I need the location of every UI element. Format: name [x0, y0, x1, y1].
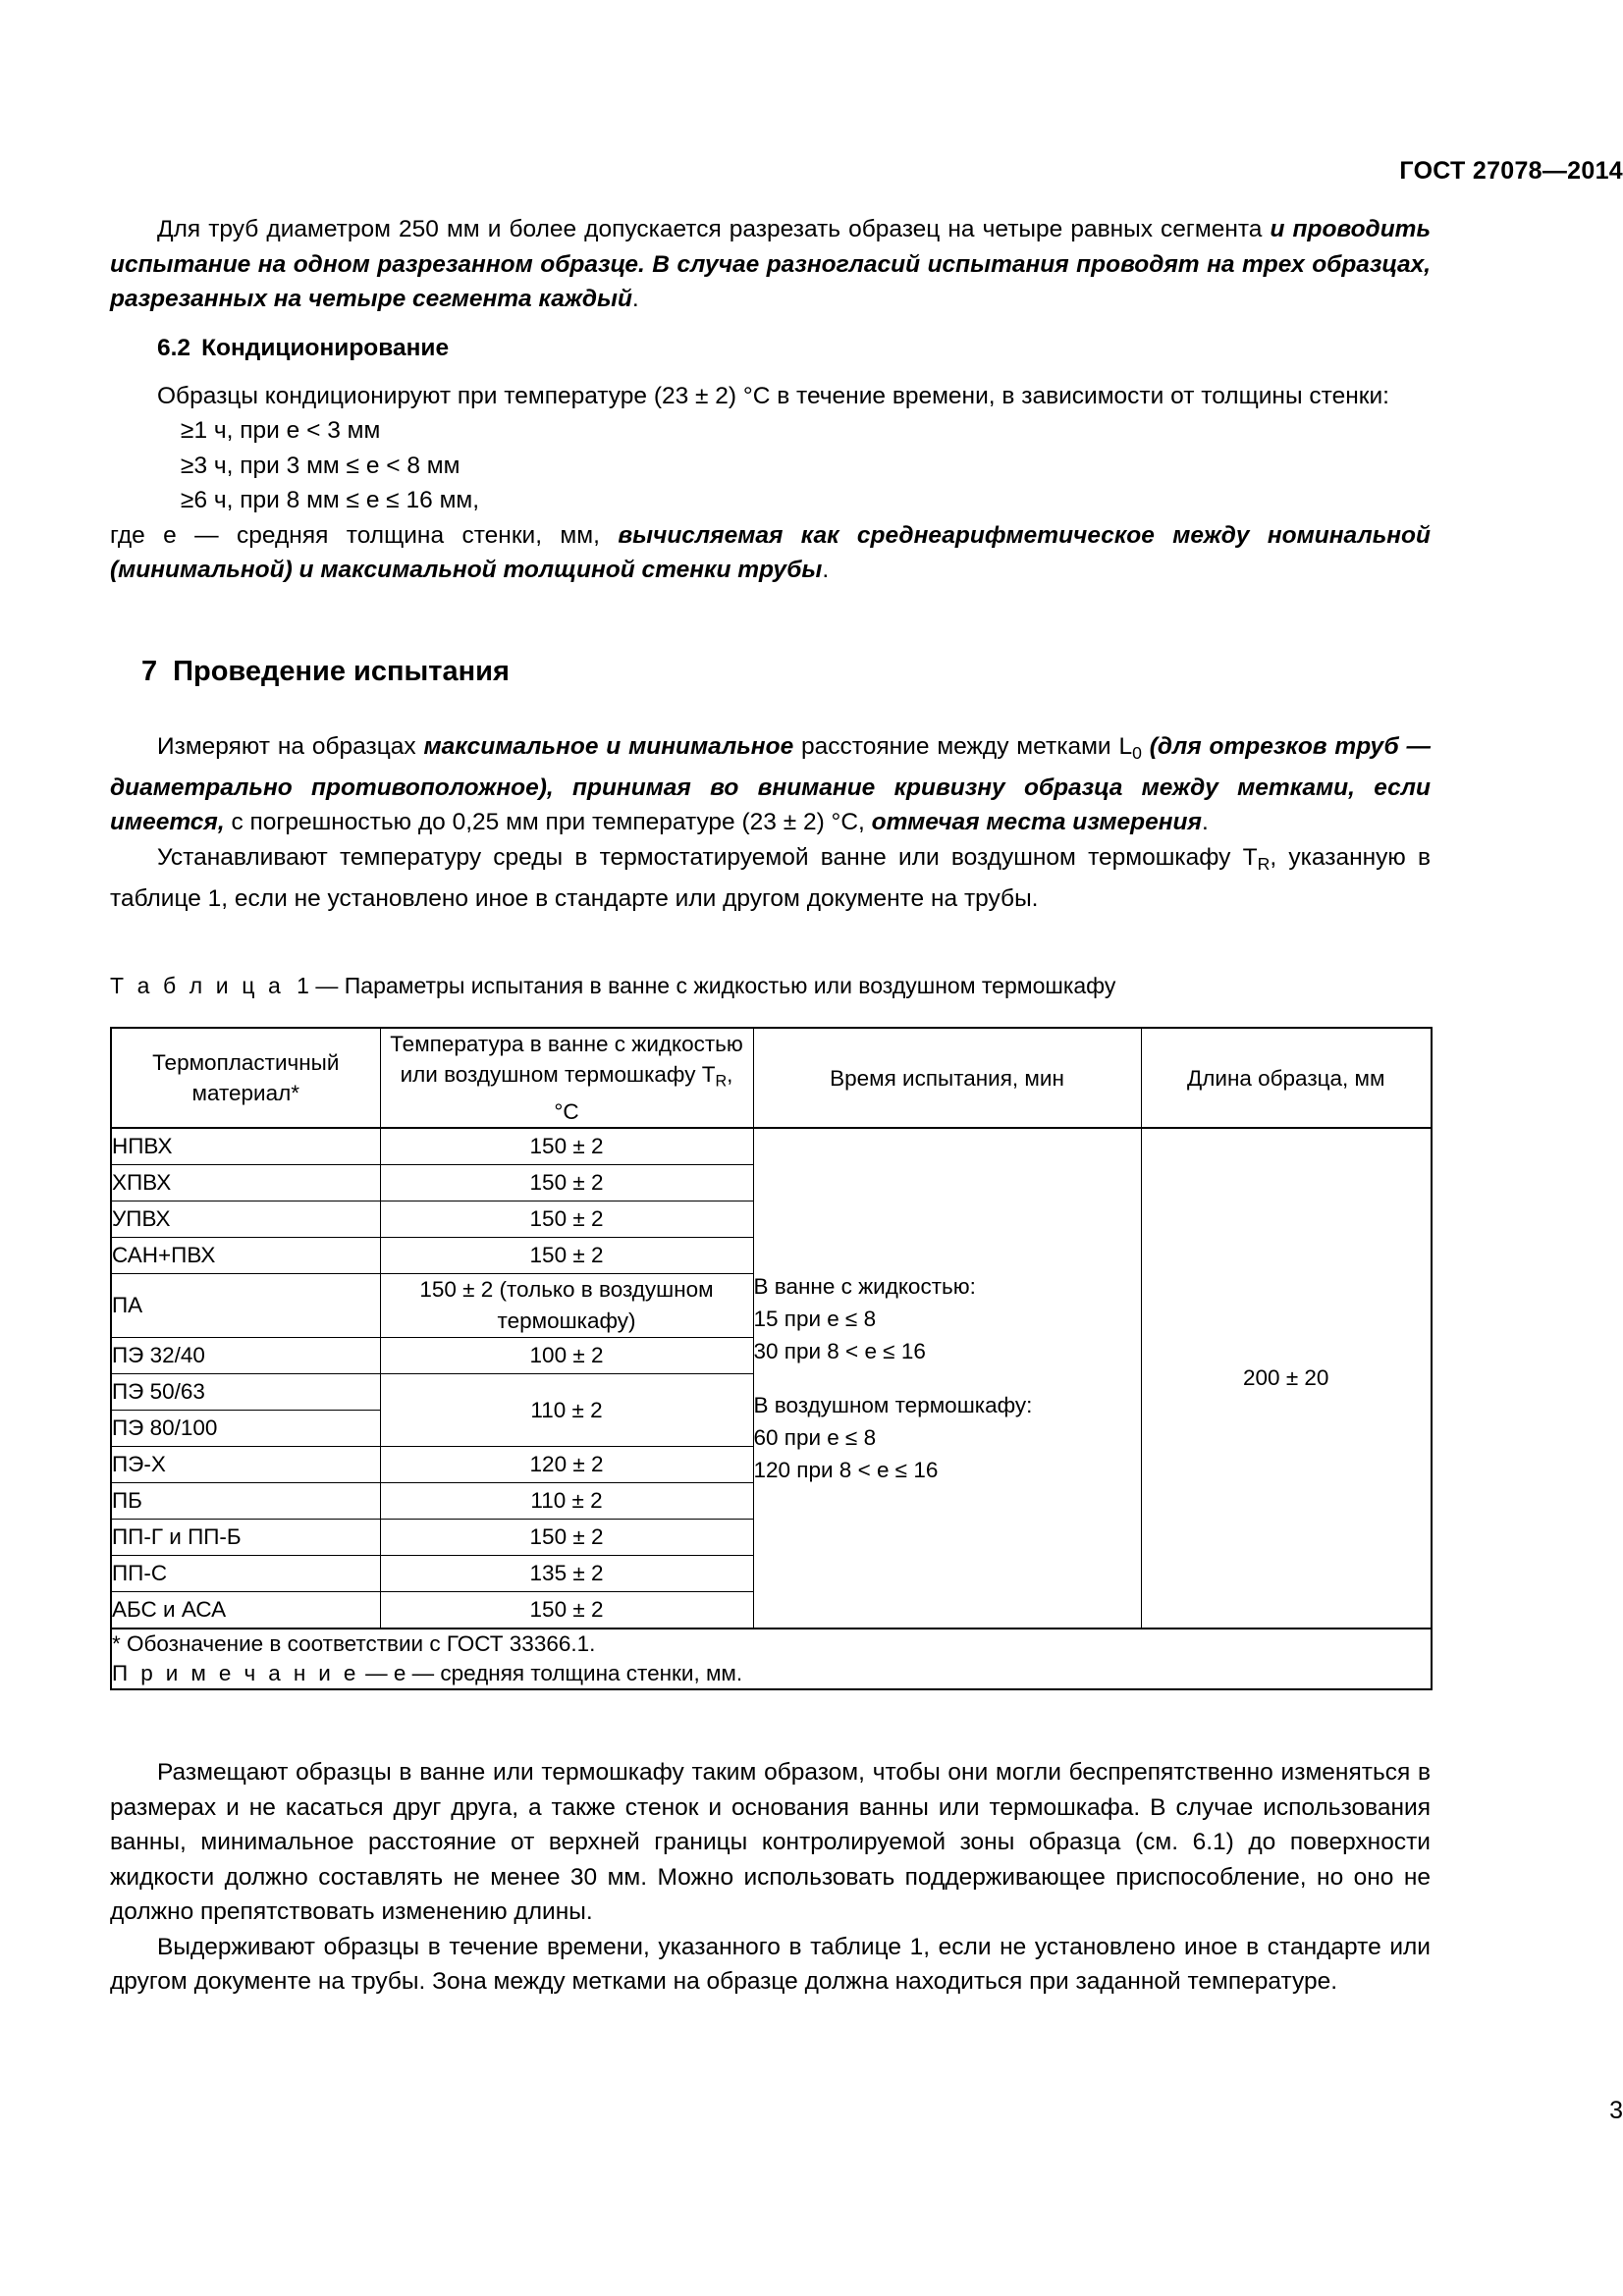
col-header-length: Длина образца, мм [1141, 1028, 1432, 1129]
col-header-time: Время испытания, мин [753, 1028, 1141, 1129]
time-group-air-line2: 120 при 8 < e ≤ 16 [753, 1458, 939, 1483]
s7-p1-a: Измеряют на образцах [157, 732, 424, 760]
s7-p2-b: , указанную в таблице 1, если не установлено иное в стандарте или другом документе на трубы. [110, 843, 1431, 913]
time-group-spacer [754, 1367, 1141, 1389]
s7-p1-bold: максимальное и минимальное [423, 732, 794, 760]
cell-test-time [753, 1128, 1141, 1629]
heading-6-2 [110, 331, 1431, 365]
time-group-liquid-line2: 30 при 8 < e ≤ 16 [753, 1339, 926, 1364]
cell-material: ПП-Г и ПП-Б [111, 1520, 380, 1556]
table-note-text: — e — средняя толщина стенки, мм. [358, 1661, 743, 1686]
cell-material: ПБ [111, 1483, 380, 1520]
s7-p1-subscript: 0 [1132, 742, 1142, 763]
cell-specimen-length: 200 ± 20 [1141, 1128, 1432, 1629]
cell-temperature: 150 ± 2 [380, 1238, 753, 1274]
conditioning-list-item-2: ≥3 ч, при 3 мм ≤ e < 8 мм [181, 452, 460, 479]
cell-temperature: 110 ± 2 [380, 1483, 753, 1520]
heading-7 [110, 653, 1431, 690]
intro-paragraph [110, 212, 1431, 317]
time-group-liquid [754, 1270, 1141, 1367]
s7-p2-subscript: R [1257, 853, 1271, 874]
conditioning-list-item-1: ≥1 ч, при e < 3 мм [181, 417, 381, 444]
s7-p1-bold-3: отмечая места измерения [871, 809, 1202, 836]
section-6-2-where [110, 518, 1431, 588]
heading-7-title: Проведение испытания [173, 655, 510, 687]
heading-6-2-number: 6.2 [157, 334, 191, 361]
time-group-liquid-title: В ванне с жидкостью: [753, 1274, 976, 1300]
table-footnote-row [111, 1629, 1432, 1659]
cell-material: ПЭ 32/40 [111, 1338, 380, 1374]
section-7-paragraph-2 [110, 840, 1431, 917]
temp-header-line2-tail: , [727, 1061, 733, 1087]
cell-material: ПЭ 50/63 [111, 1374, 380, 1411]
temp-header-line2: или воздушном термошкафу T [400, 1061, 716, 1087]
temp-header-line1: Температура в ванне с жидкостью [390, 1031, 743, 1056]
time-group-liquid-line1: 15 при e ≤ 8 [753, 1307, 877, 1332]
section-6-2-body: Образцы кондиционируют при температуре (23 ± 2) °C в течение времени, в зависимости от толщины стенки: [157, 382, 1389, 409]
cell-temperature: 120 ± 2 [380, 1447, 753, 1483]
standard-designation: ГОСТ 27078—2014 [1399, 157, 1623, 185]
table-head [111, 1028, 1432, 1129]
cell-temperature: 150 ± 2 [380, 1128, 753, 1165]
cell-temperature: 150 ± 2 [380, 1201, 753, 1238]
s7-p1-bold-2: (для отрезков труб — диаметрально противоположное), принимая во внимание кривизну образца между метками, если имеется, [110, 732, 1431, 836]
cell-material: УПВХ [111, 1201, 380, 1238]
intro-text-plain: Для труб диаметром 250 мм и более допускается разрезать образец на четыре равных сегмента [157, 216, 1271, 242]
closing-paragraph-2: Выдерживают образцы в течение времени, указанного в таблице 1, если не установлено иное в стандарте или другом документе на трубы. Зона между метками на образце должна находиться при заданной температуре. [110, 1933, 1431, 1996]
table-footnote: * Обозначение в соответствии с ГОСТ 33366.1. [111, 1629, 1432, 1659]
cell-temperature: 150 ± 2 [380, 1592, 753, 1629]
time-group-air-title: В воздушном термошкафу: [753, 1393, 1033, 1418]
section-7-paragraph-1 [110, 729, 1431, 840]
page-number: 3 [1609, 2097, 1623, 2124]
cell-material: ПЭ-Х [111, 1447, 380, 1483]
cell-material: ПА [111, 1274, 380, 1338]
heading-6-2-title: Кондиционирование [201, 334, 450, 361]
s7-p1-e: с погрешностью до 0,25 мм при температуре (23 ± 2) °C, [224, 809, 872, 836]
temp-header-subscript: R [715, 1072, 728, 1091]
s7-p1-g: . [1201, 809, 1209, 836]
cell-temperature: 150 ± 2 (только в воздушном термошкафу) [380, 1274, 753, 1338]
temp-header-line3: °C [554, 1099, 579, 1125]
time-group-air [754, 1389, 1141, 1486]
cell-material: АБС и АСА [111, 1592, 380, 1629]
col-header-temperature [380, 1028, 753, 1129]
cell-material: ХПВХ [111, 1165, 380, 1201]
where-plain: где e — средняя толщина стенки, мм, [110, 521, 619, 549]
intro-text-tail: . [631, 286, 639, 312]
intro-text-bold-2: В случае разногласий испытания проводят на трех образцах, разрезанных на четыре сегмента каждый [110, 250, 1431, 312]
table-row [111, 1128, 1432, 1165]
intro-text-bold-1: и проводить испытание на одном разрезанном образце. [110, 216, 1431, 278]
closing-paragraph-1: Размещают образцы в ванне или термошкафу таким образом, чтобы они могли беспрепятственно изменяться в размерах и не касаться друг друга, а также стенок и основания ванны или термошкафа. В случае использования ванны, минимальное расстояние от верхней границы контролируемой зоны образца (см. 6.1) до поверхности жидкости должно составлять не менее 30 мм. Можно использовать поддерживающее приспособление, но оно не должно препятствовать изменению длины. [110, 1759, 1431, 1926]
table-caption [110, 970, 1431, 1001]
s7-p2-a: Устанавливают температуру среды в термостатируемой ванне или воздушном термошкафу T [157, 843, 1258, 871]
cell-material: НПВХ [111, 1128, 380, 1165]
time-group-air-line1: 60 при e ≤ 8 [753, 1425, 877, 1451]
cell-temperature: 135 ± 2 [380, 1556, 753, 1592]
table-caption-text: — Параметры испытания в ванне с жидкостью или воздушном термошкафу [308, 972, 1116, 998]
cell-material: САН+ПВХ [111, 1238, 380, 1274]
table-caption-label: Т а б л и ц а [110, 972, 285, 998]
conditioning-list-item-3: ≥6 ч, при 8 мм ≤ e ≤ 16 мм, [181, 487, 480, 513]
cell-temperature: 150 ± 2 [380, 1520, 753, 1556]
running-header [1399, 157, 1623, 186]
heading-7-number: 7 [141, 655, 158, 687]
cell-temperature: 150 ± 2 [380, 1165, 753, 1201]
test-parameters-table [110, 1027, 1433, 1691]
cell-temperature: 100 ± 2 [380, 1338, 753, 1374]
table-body [111, 1128, 1432, 1689]
where-tail: . [822, 557, 830, 583]
s7-p1-c: расстояние между метками L [793, 732, 1133, 760]
cell-material: ПП-С [111, 1556, 380, 1592]
table-caption-number: 1 [297, 972, 309, 998]
col-header-material: Термопластичный материал* [111, 1028, 380, 1129]
table-header-row [111, 1028, 1432, 1129]
table-note [111, 1659, 1432, 1689]
where-bold: вычисляемая как среднеарифметическое между номинальной (минимальной) и максимальной толщиной стенки трубы [110, 521, 1431, 583]
table-note-row [111, 1659, 1432, 1689]
table-note-label: П р и м е ч а н и е [112, 1661, 359, 1686]
cell-temperature: 110 ± 2 [380, 1374, 753, 1447]
cell-material: ПЭ 80/100 [111, 1411, 380, 1447]
